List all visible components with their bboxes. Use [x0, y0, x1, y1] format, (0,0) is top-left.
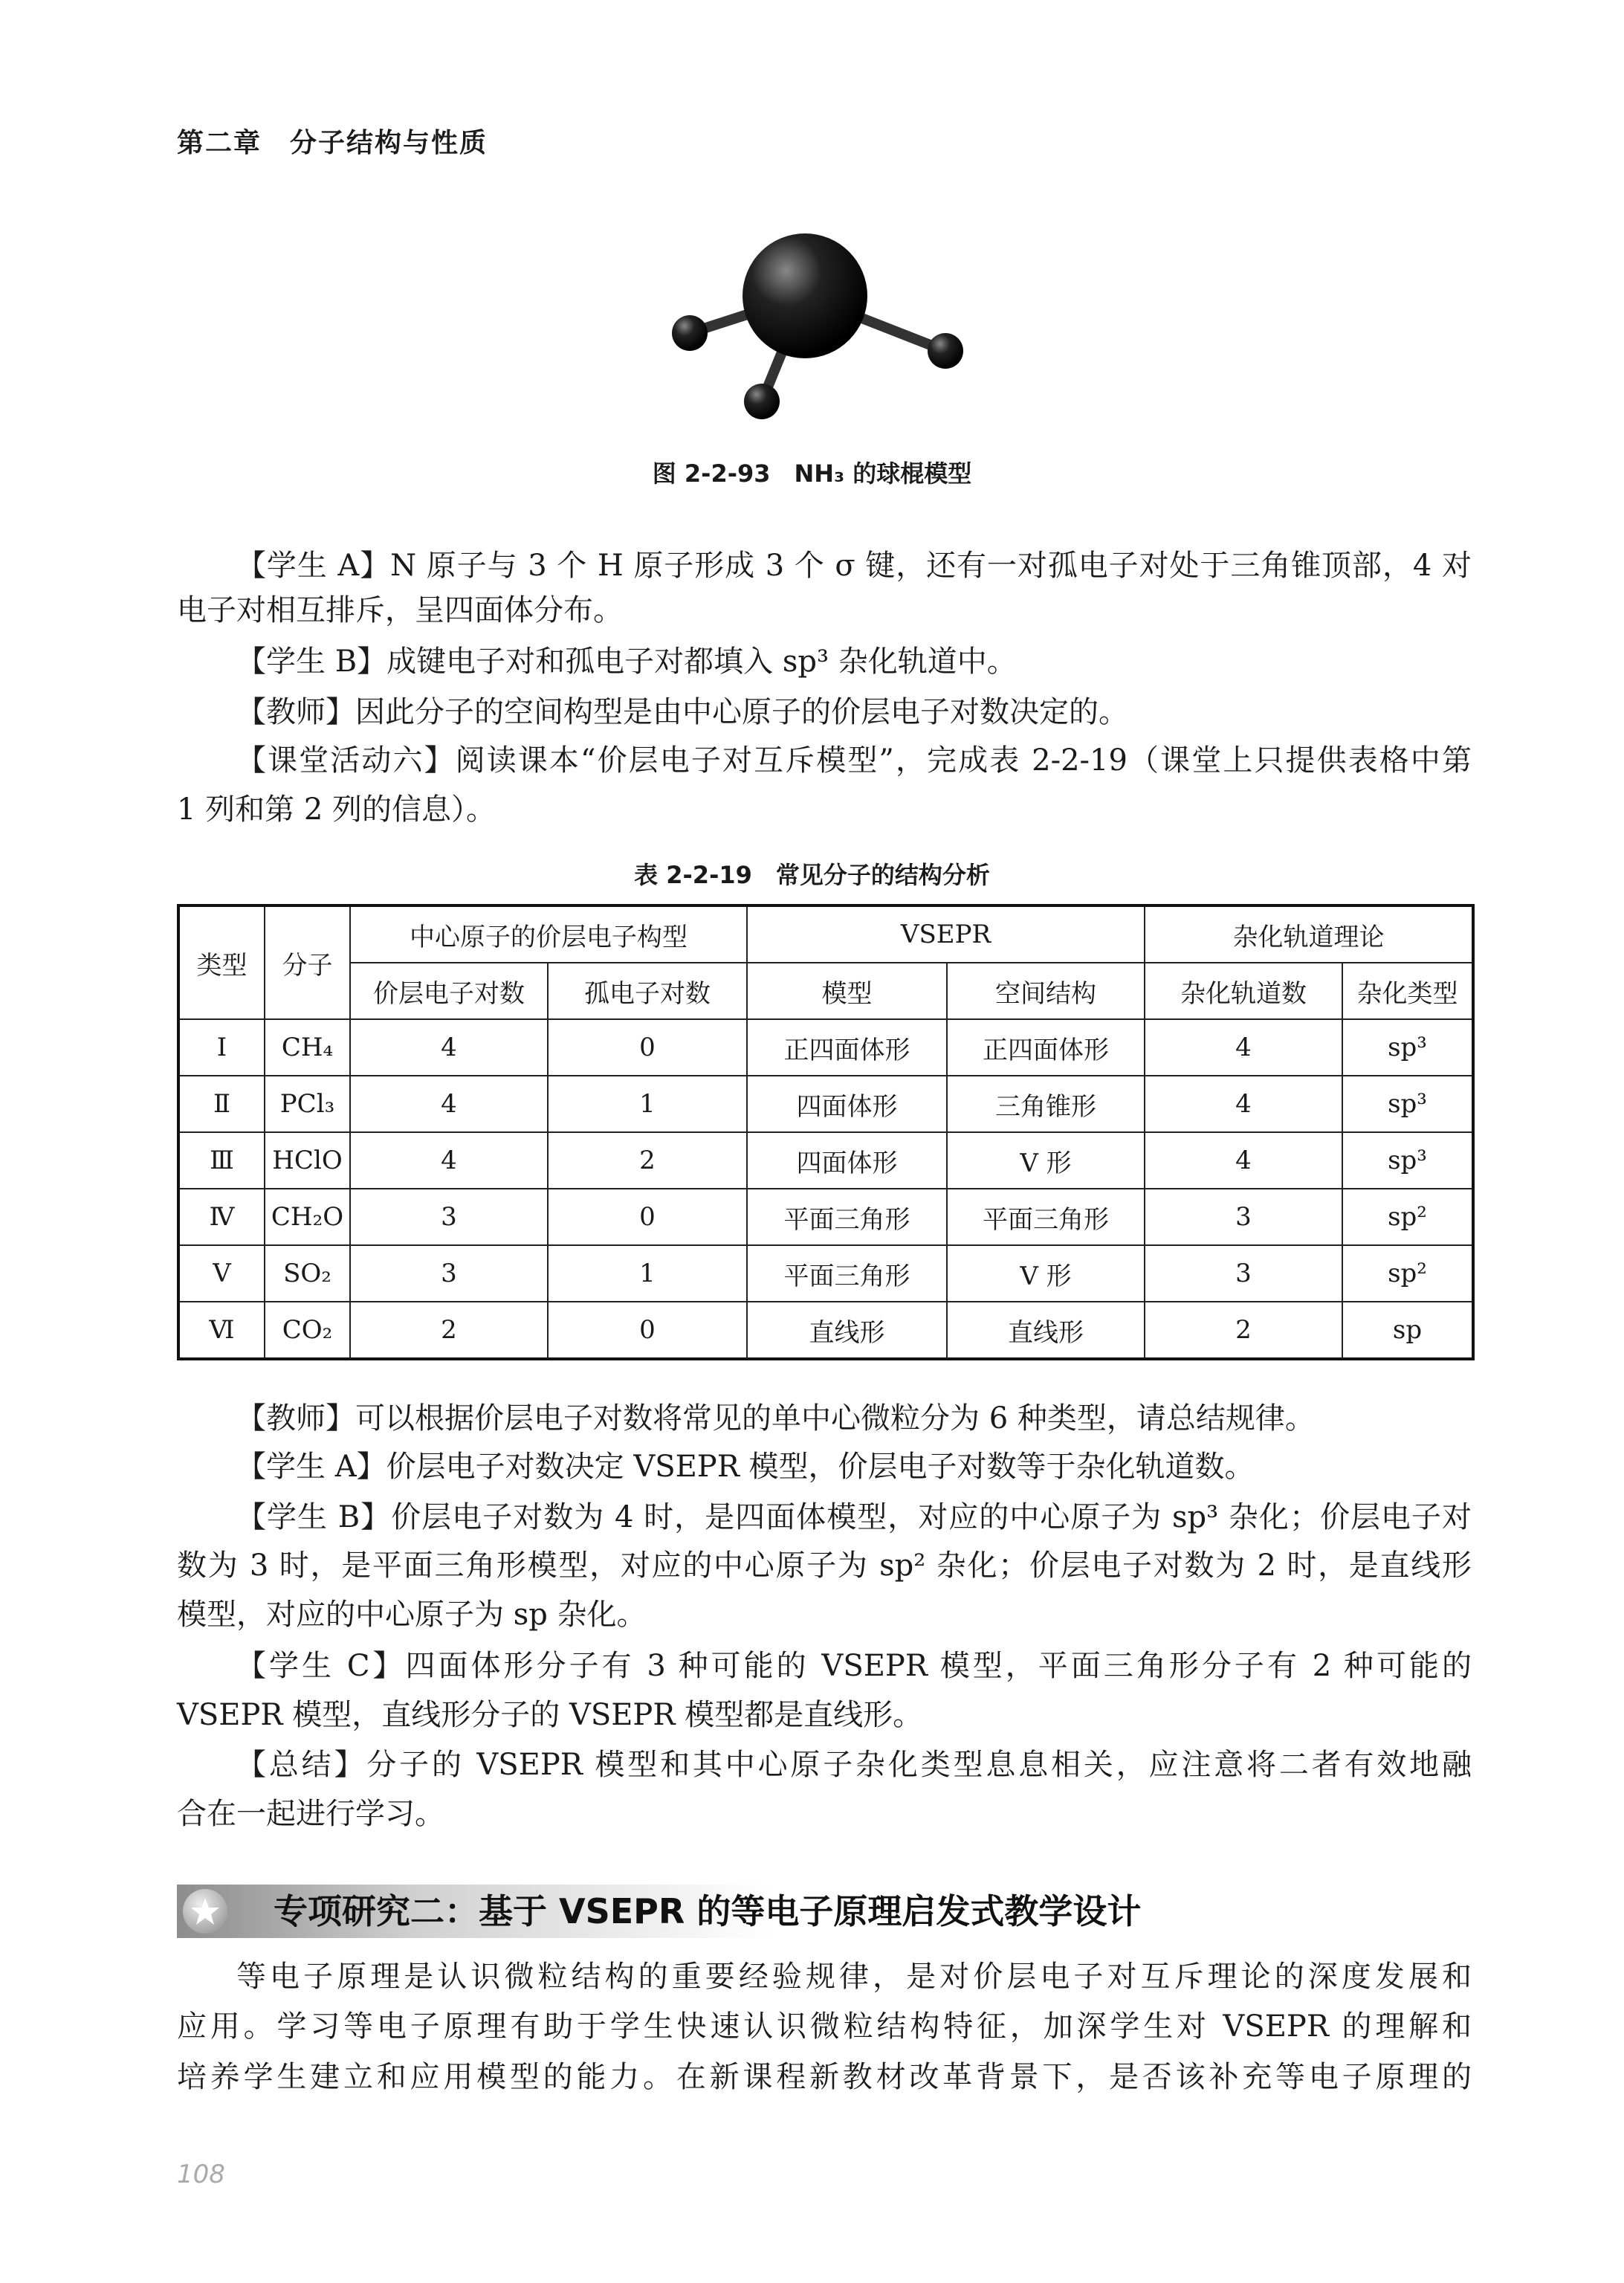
- subheader: 模型: [747, 963, 947, 1019]
- table-cell: 平面三角形: [947, 1189, 1145, 1245]
- table-caption: 表 2-2-19 常见分子的结构分析: [634, 861, 990, 889]
- table-cell: CH₄: [265, 1019, 350, 1076]
- table-cell: 直线形: [947, 1302, 1145, 1359]
- nh3-ball-stick-model-icon: [654, 223, 966, 446]
- structure-analysis-table: [177, 904, 1475, 1360]
- table-cell: 正四面体形: [947, 1019, 1145, 1076]
- table-cell: 2: [350, 1302, 548, 1359]
- paragraph-line: 数为 3 时，是平面三角形模型，对应的中心原子为 sp² 杂化；价层电子对数为 2 时，是直线形: [177, 1549, 1472, 1583]
- table-cell: sp²: [1342, 1245, 1473, 1302]
- table-cell: 0: [548, 1019, 747, 1076]
- table-cell: 4: [350, 1132, 548, 1189]
- table-cell: sp³: [1342, 1019, 1473, 1076]
- table-row: [178, 1302, 1473, 1359]
- table-cell: 3: [1145, 1245, 1342, 1302]
- table-cell: sp²: [1342, 1189, 1473, 1245]
- page-number: 108: [177, 2160, 225, 2189]
- subheader: 杂化轨道数: [1145, 963, 1342, 1019]
- table-cell: sp: [1342, 1302, 1473, 1359]
- table-cell: HClO: [265, 1132, 350, 1189]
- header-group-valence: 中心原子的价层电子构型: [350, 905, 747, 963]
- table-cell: Ⅳ: [178, 1189, 265, 1245]
- paragraph-line: 【学生 B】成键电子对和孤电子对都填入 sp³ 杂化轨道中。: [236, 645, 1017, 679]
- table-cell: 三角锥形: [947, 1076, 1145, 1132]
- table-cell: 3: [350, 1245, 548, 1302]
- paragraph-line: 合在一起进行学习。: [177, 1797, 444, 1831]
- paragraph-line: 电子对相互排斥，呈四面体分布。: [177, 593, 623, 627]
- paragraph-line: 应用。学习等电子原理有助于学生快速认识微粒结构特征，加深学生对 VSEPR 的理解和: [177, 2009, 1472, 2044]
- table-row: [178, 1019, 1473, 1076]
- table-cell: V 形: [947, 1132, 1145, 1189]
- table-cell: 平面三角形: [747, 1189, 947, 1245]
- paragraph-line: 【学生 A】价层电子对数决定 VSEPR 模型，价层电子对数等于杂化轨道数。: [236, 1450, 1255, 1484]
- section-heading: [177, 1885, 1366, 1938]
- table-header-row: [178, 905, 1473, 963]
- table-cell: Ⅵ: [178, 1302, 265, 1359]
- table-cell: 直线形: [747, 1302, 947, 1359]
- table-cell: 3: [350, 1189, 548, 1245]
- header-type: 类型: [178, 905, 265, 1019]
- figure-caption: 图 2-2-93 NH₃ 的球棍模型: [652, 459, 972, 488]
- table-cell: 1: [548, 1076, 747, 1132]
- table-cell: Ⅰ: [178, 1019, 265, 1076]
- paragraph-line: 【课堂活动六】阅读课本“价层电子对互斥模型”，完成表 2-2-19（课堂上只提供表格中第: [236, 743, 1472, 778]
- table-cell: CO₂: [265, 1302, 350, 1359]
- star-icon: [183, 1889, 227, 1934]
- subheader: 价层电子对数: [350, 963, 548, 1019]
- paragraph-line: 【教师】因此分子的空间构型是由中心原子的价层电子对数决定的。: [236, 695, 1128, 729]
- header-group-hybrid: 杂化轨道理论: [1145, 905, 1473, 963]
- table-cell: sp³: [1342, 1076, 1473, 1132]
- header-molecule: 分子: [265, 905, 350, 1019]
- table-cell: SO₂: [265, 1245, 350, 1302]
- paragraph-line: 【学生 B】价层电子对数为 4 时，是四面体模型，对应的中心原子为 sp³ 杂化；价层电子对: [236, 1500, 1472, 1534]
- table-cell: 4: [350, 1076, 548, 1132]
- table-row: [178, 1245, 1473, 1302]
- table-cell: CH₂O: [265, 1189, 350, 1245]
- table-cell: 0: [548, 1189, 747, 1245]
- subheader: 孤电子对数: [548, 963, 747, 1019]
- table-cell: 1: [548, 1245, 747, 1302]
- paragraph-line: 1 列和第 2 列的信息）。: [177, 792, 496, 827]
- table-subheader-row: [178, 963, 1473, 1019]
- table-row: [178, 1132, 1473, 1189]
- paragraph-line: 【总结】分子的 VSEPR 模型和其中心原子杂化类型息息相关，应注意将二者有效地融: [236, 1748, 1472, 1782]
- table-cell: 4: [1145, 1076, 1342, 1132]
- subheader: 杂化类型: [1342, 963, 1473, 1019]
- table-cell: 四面体形: [747, 1076, 947, 1132]
- table-row: [178, 1189, 1473, 1245]
- table-cell: V 形: [947, 1245, 1145, 1302]
- paragraph-line: 模型，对应的中心原子为 sp 杂化。: [177, 1598, 647, 1632]
- paragraph-line: 【学生 C】四面体形分子有 3 种可能的 VSEPR 模型，平面三角形分子有 2 种可能的: [236, 1649, 1472, 1683]
- table-cell: 2: [1145, 1302, 1342, 1359]
- paragraph-line: VSEPR 模型，直线形分子的 VSEPR 模型都是直线形。: [177, 1698, 923, 1732]
- table-cell: Ⅴ: [178, 1245, 265, 1302]
- table-cell: Ⅱ: [178, 1076, 265, 1132]
- paragraph-line: 【教师】可以根据价层电子对数将常见的单中心微粒分为 6 种类型，请总结规律。: [236, 1401, 1315, 1436]
- header-group-vsepr: VSEPR: [747, 905, 1145, 963]
- table-cell: 0: [548, 1302, 747, 1359]
- table-cell: 3: [1145, 1189, 1342, 1245]
- table-cell: Ⅲ: [178, 1132, 265, 1189]
- table-cell: 4: [1145, 1019, 1342, 1076]
- table-cell: 正四面体形: [747, 1019, 947, 1076]
- chapter-header: 第二章 分子结构与性质: [177, 128, 488, 158]
- table-cell: 4: [350, 1019, 548, 1076]
- paragraph-line: 培养学生建立和应用模型的能力。在新课程新教材改革背景下，是否该补充等电子原理的: [177, 2060, 1472, 2094]
- table-cell: sp³: [1342, 1132, 1473, 1189]
- table-cell: 2: [548, 1132, 747, 1189]
- table-row: [178, 1076, 1473, 1132]
- paragraph-line: 【学生 A】N 原子与 3 个 H 原子形成 3 个 σ 键，还有一对孤电子对处于三角锥顶部，4 对: [236, 549, 1472, 583]
- table-cell: PCl₃: [265, 1076, 350, 1132]
- table-cell: 四面体形: [747, 1132, 947, 1189]
- paragraph-line: 等电子原理是认识微粒结构的重要经验规律，是对价层电子对互斥理论的深度发展和: [236, 1960, 1472, 1994]
- subheader: 空间结构: [947, 963, 1145, 1019]
- table-cell: 平面三角形: [747, 1245, 947, 1302]
- table-cell: 4: [1145, 1132, 1342, 1189]
- section-title: 专项研究二：基于 VSEPR 的等电子原理启发式教学设计: [274, 1891, 1142, 1931]
